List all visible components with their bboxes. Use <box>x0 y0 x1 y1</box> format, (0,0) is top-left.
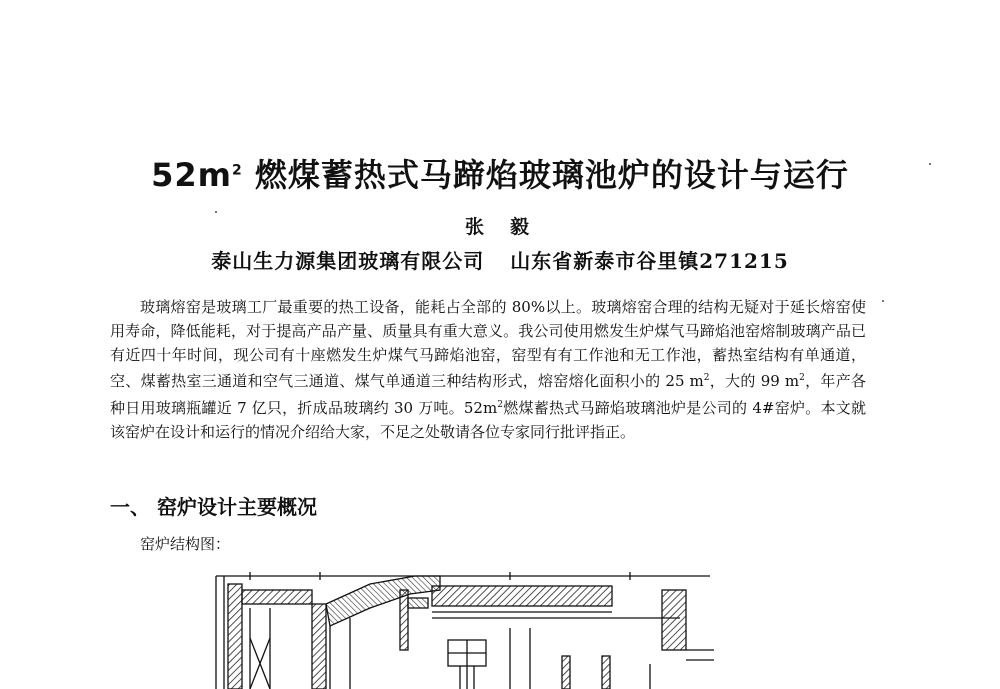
company-name: 泰山生力源集团玻璃有限公司 <box>211 249 485 273</box>
furnace-structure-drawing <box>210 568 720 689</box>
section-heading: 一、 窑炉设计主要概况 <box>110 495 317 519</box>
paper-title: $52m^2$ 燃煤蓄热式马蹄焰玻璃池炉的设计与运行 <box>151 156 849 194</box>
address: 山东省新泰市谷里镇271215 <box>510 249 789 273</box>
author-name: 张毅 <box>464 216 555 238</box>
figure-caption: 窑炉结构图： <box>140 535 231 553</box>
intro-paragraph: 玻璃熔窑是玻璃工厂最重要的热工设备，能耗占全部的 80%以上。玻璃熔窑合理的结构无疑对于延长熔窑使用寿命，降低能耗，对于提高产品产量、质量具有重大意义。我公司使用燃发生炉煤气马蹄焰池窑熔制玻璃产品已有近四十年时间，现公司有十座燃发生炉煤气马蹄焰池窑，窑型有有工作池和无工作池，蓄热室结构有单通道，空、煤蓄热室三通道和空气三通道、煤气单通道三种结构形式，熔窑熔化面积小的 25 $m^2$，大的 99 $m^2$，年产各种日用玻璃瓶罐近 7 亿只，折成品玻璃约 30 万吨。$52m^2$燃煤蓄热式马蹄焰玻璃池炉是公司的 4#窑炉。本文就该窑炉在设计和运行的情况介绍给大家，不足之处敬请各位专家同行批评指正。 <box>110 298 866 441</box>
affiliation <box>0 245 1000 274</box>
